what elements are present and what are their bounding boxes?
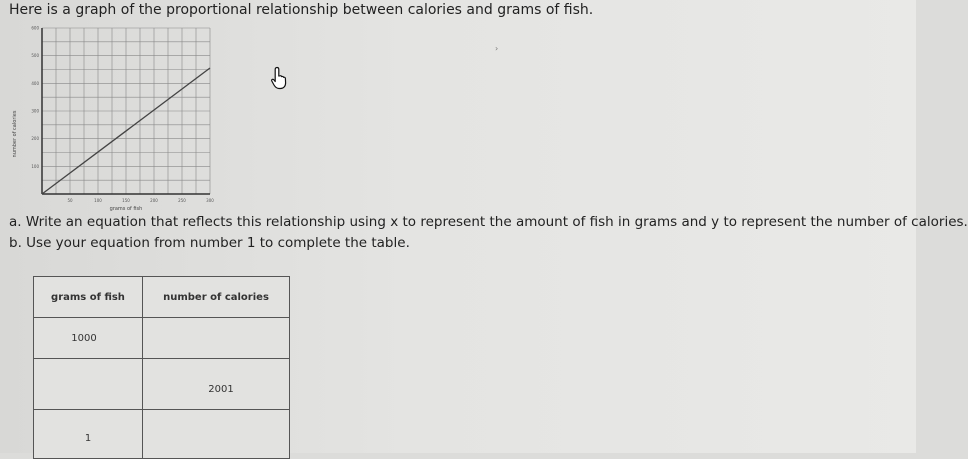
question-b: b. Use your equation from number 1 to complete the table.	[9, 235, 410, 251]
y-tick-label: 600	[31, 25, 39, 31]
table-row	[34, 318, 290, 359]
data-table	[33, 276, 290, 459]
y-tick-label: 500	[31, 53, 39, 59]
x-tick-label: 150	[122, 198, 130, 203]
cell-calories[interactable]	[143, 318, 290, 359]
x-tick-label: 50	[67, 198, 73, 203]
y-axis-label: number of calories	[12, 110, 18, 158]
x-axis-label: grams of fish	[109, 206, 143, 212]
y-tick-label: 300	[31, 108, 39, 114]
table-row	[34, 410, 290, 459]
y-tick-label: 200	[31, 136, 39, 142]
cell-grams[interactable]	[34, 359, 143, 410]
x-tick-label: 200	[150, 198, 158, 203]
proportional-graph	[8, 24, 213, 214]
stray-mark: ›	[495, 44, 499, 53]
header-calories: number of calories	[143, 277, 290, 318]
cell-grams: 1000	[34, 318, 143, 359]
graph-grid	[42, 28, 210, 194]
y-tick-label: 100	[31, 163, 39, 169]
header-grams: grams of fish	[34, 277, 143, 318]
cell-grams: 1	[34, 410, 143, 459]
cell-calories[interactable]	[143, 410, 290, 459]
x-tick-label: 250	[178, 198, 186, 203]
y-tick-label: 400	[31, 80, 39, 86]
table-row	[34, 359, 290, 410]
x-tick-label: 100	[94, 198, 102, 203]
question-a: a. Write an equation that reflects this relationship using x to represent the amount of fish in grams and y to represent the number of calories.	[9, 214, 968, 230]
page-title: Here is a graph of the proportional relationship between calories and grams of fish.	[9, 2, 594, 18]
x-tick-label: 300	[206, 198, 214, 203]
cell-calories: 2001	[143, 359, 290, 410]
hand-pointer-icon	[270, 66, 290, 90]
